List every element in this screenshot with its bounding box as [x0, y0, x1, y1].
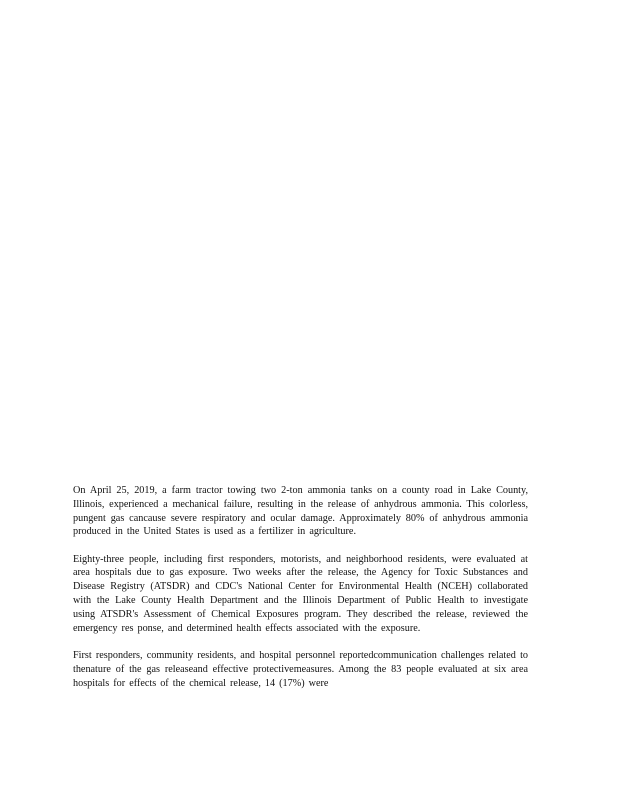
paragraph-investigation: Eighty-three people, including first responders, motorists, and neighborhood residents, were evaluated at area hospitals due to gas exposure. Two weeks after the release, the Agency for Toxic Substances and Disease Registry (ATSDR) and CDC's National Center for Environmental Health (NCEH) collaborated with the Lake County Health Department and the Illinois Department of Public Health to investigate using ATSDR's Assessment of Chemical Exposures program. They described the release, reviewed the emergency res ponse, and determined health effects associated with the exposure. [73, 553, 528, 634]
paragraph-incident-summary: On April 25, 2019, a farm tractor towing two 2-ton ammonia tanks on a county road in Lake County, Illinois, experienced a mechanical failure, resulting in the release of anhydrous ammonia. This colorless, pungent gas cancause severe respiratory and ocular damage. Approximately 80% of anhydrous ammonia produced in the United States is used as a fertilizer in agriculture. [73, 485, 528, 538]
document-body [73, 484, 528, 690]
paragraph-findings: First responders, community residents, and hospital personnel reportedcommunication challenges related to thenature of the gas releaseand effective protectivemeasures. Among the 83 people evaluated at six area hospitals for effects of the chemical release, 14 (17%) were [73, 649, 528, 689]
